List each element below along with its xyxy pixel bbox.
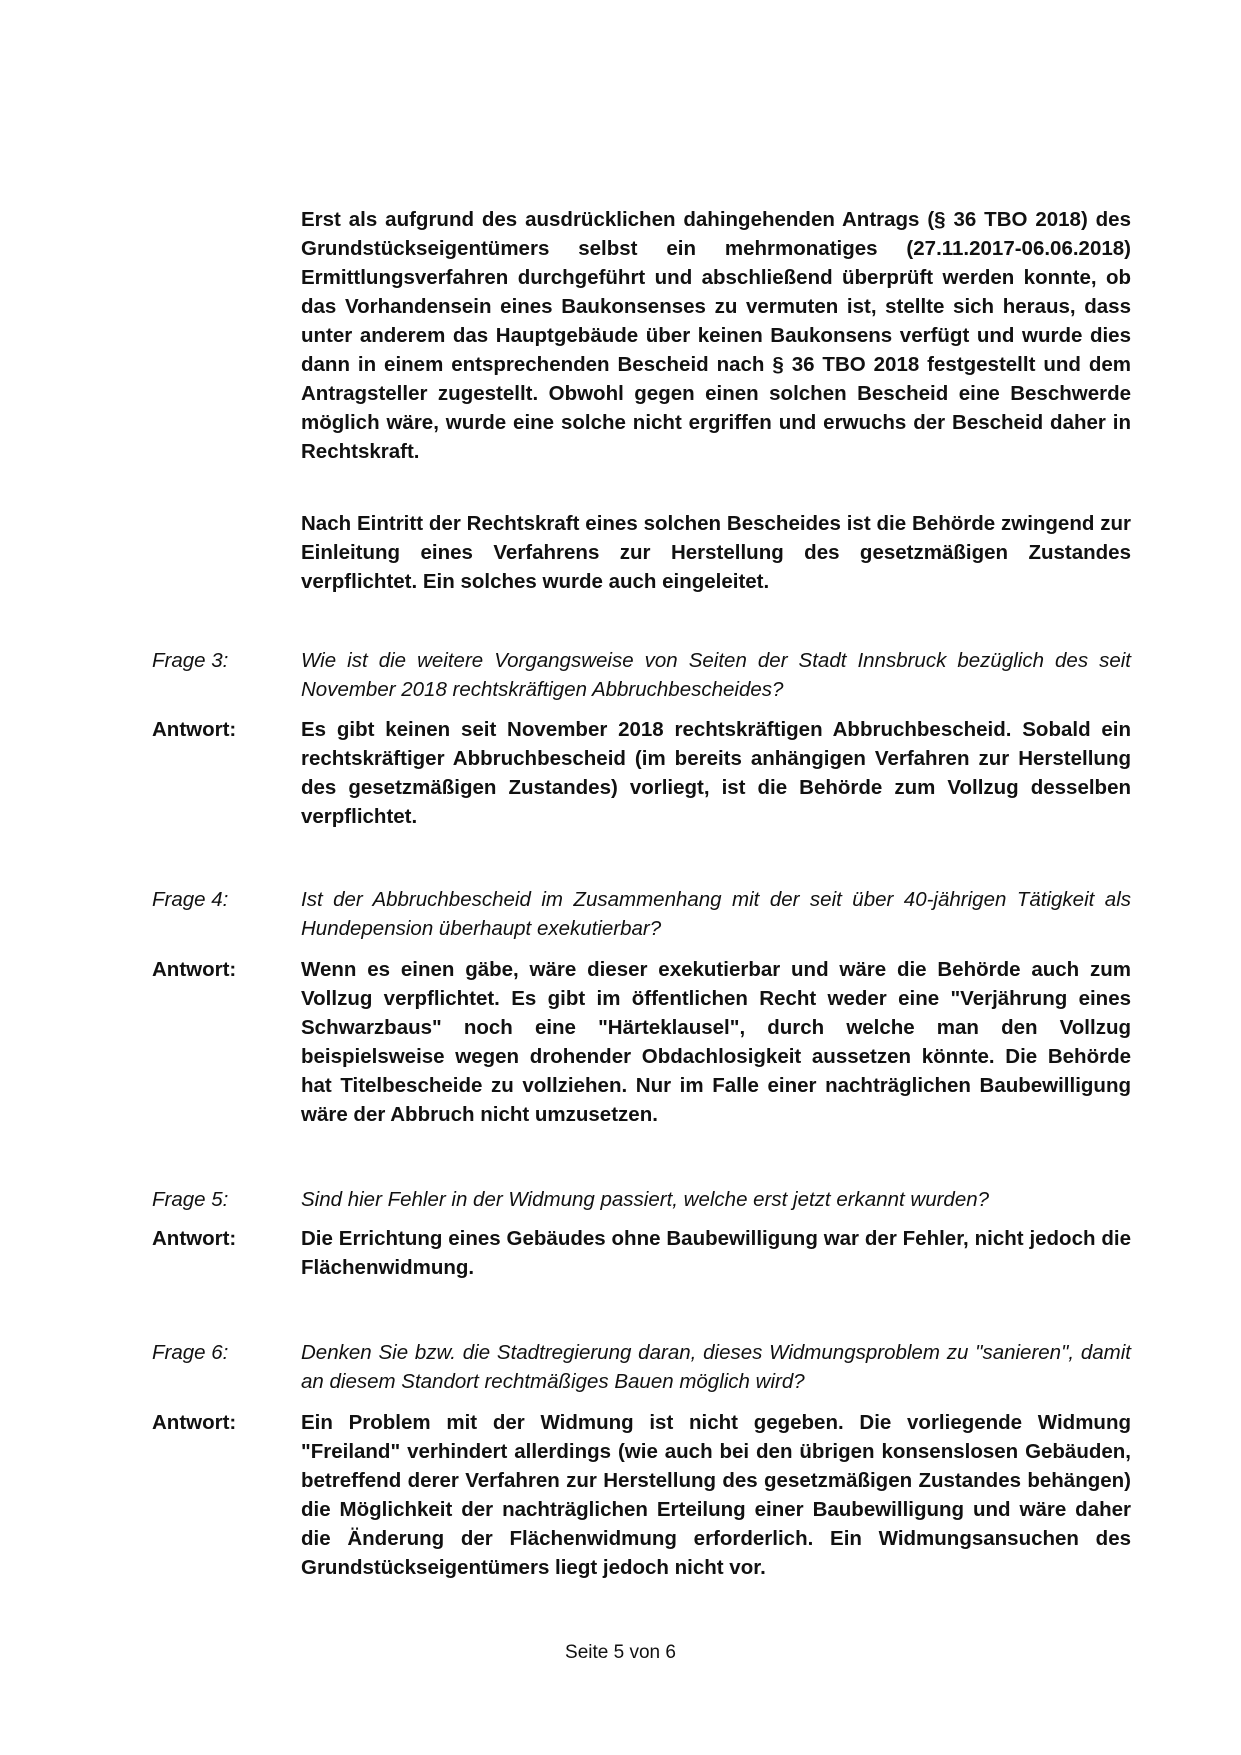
answer-label: Antwort: <box>152 1227 237 1250</box>
answer-label: Antwort: <box>152 958 237 981</box>
question-text: Sind hier Fehler in der Widmung passiert, welche erst jetzt erkannt wurden? <box>301 1188 990 1211</box>
question-label: Frage 4: <box>152 888 229 911</box>
answer-text: Ein Problem mit der Widmung ist nicht gegeben. Die vorliegende Widmung "Freiland" verhindert allerdings (wie auch bei den übrigen konsenslosen Gebäuden, betreffend derer Verfahren zur Herstellung des gesetzmäßigen Zustandes behängen) die Möglichkeit der nachträglichen Erteilung einer Baubewilligung und wäre daher die Änderung der Flächenwidmung erforderlich. Ein Widmungsansuchen des Grundstückseigentümers liegt jedoch nicht vor. <box>301 1411 1131 1579</box>
answer-label: Antwort: <box>152 1411 237 1434</box>
intro-paragraph-2: Nach Eintritt der Rechtskraft eines solchen Bescheides ist die Behörde zwingend zur Einleitung eines Verfahrens zur Herstellung des gesetzmäßigen Zustandes verpflichtet. Ein solches wurde auch eingeleitet. <box>301 512 1131 593</box>
question-label: Frage 3: <box>152 649 229 672</box>
answer-text: Die Errichtung eines Gebäudes ohne Baubewilligung war der Fehler, nicht jedoch die Flächenwidmung. <box>301 1227 1131 1279</box>
answer-label: Antwort: <box>152 718 237 741</box>
question-text: Denken Sie bzw. die Stadtregierung daran, dieses Widmungsproblem zu "sanieren", damit an diesem Standort rechtmäßiges Bauen möglich wird? <box>301 1341 1131 1393</box>
question-label: Frage 6: <box>152 1341 229 1364</box>
question-text: Ist der Abbruchbescheid im Zusammenhang mit der seit über 40-jährigen Tätigkeit als Hundepension überhaupt exekutierbar? <box>301 888 1131 940</box>
question-text: Wie ist die weitere Vorgangsweise von Seiten der Stadt Innsbruck bezüglich des seit November 2018 rechtskräftigen Abbruchbescheides? <box>301 649 1131 701</box>
question-label: Frage 5: <box>152 1188 229 1211</box>
answer-text: Wenn es einen gäbe, wäre dieser exekutierbar und wäre die Behörde auch zum Vollzug verpflichtet. Es gibt im öffentlichen Recht weder eine "Verjährung eines Schwarzbaus" noch eine "Härteklausel", durch welche man den Vollzug beispielsweise wegen drohender Obdachlosigkeit aussetzen könnte. Die Behörde hat Titelbescheide zu vollziehen. Nur im Falle einer nachträglichen Baubewilligung wäre der Abbruch nicht umzusetzen. <box>301 958 1131 1126</box>
answer-text: Es gibt keinen seit November 2018 rechtskräftigen Abbruchbescheid. Sobald ein rechtskräftiger Abbruchbescheid (im bereits anhängigen Verfahren zur Herstellung des gesetzmäßigen Zustandes) vorliegt, ist die Behörde zum Vollzug desselben verpflichtet. <box>301 718 1131 828</box>
page-number: Seite 5 von 6 <box>565 1642 676 1663</box>
intro-paragraph-1: Erst als aufgrund des ausdrücklichen dahingehenden Antrags (§ 36 TBO 2018) des Grundstückseigentümers selbst ein mehrmonatiges (27.11.2017-06.06.2018) Ermittlungsverfahren durchgeführt und abschließend überprüft werden konnte, ob das Vorhandensein eines Baukonsenses zu vermuten ist, stellte sich heraus, dass unter anderem das Hauptgebäude über keinen Baukonsens verfügt und wurde dies dann in einem entsprechenden Bescheid nach § 36 TBO 2018 festgestellt und dem Antragsteller zugestellt. Obwohl gegen einen solchen Bescheid eine Beschwerde möglich wäre, wurde eine solche nicht ergriffen und erwuchs der Bescheid daher in Rechtskraft. <box>301 208 1131 463</box>
